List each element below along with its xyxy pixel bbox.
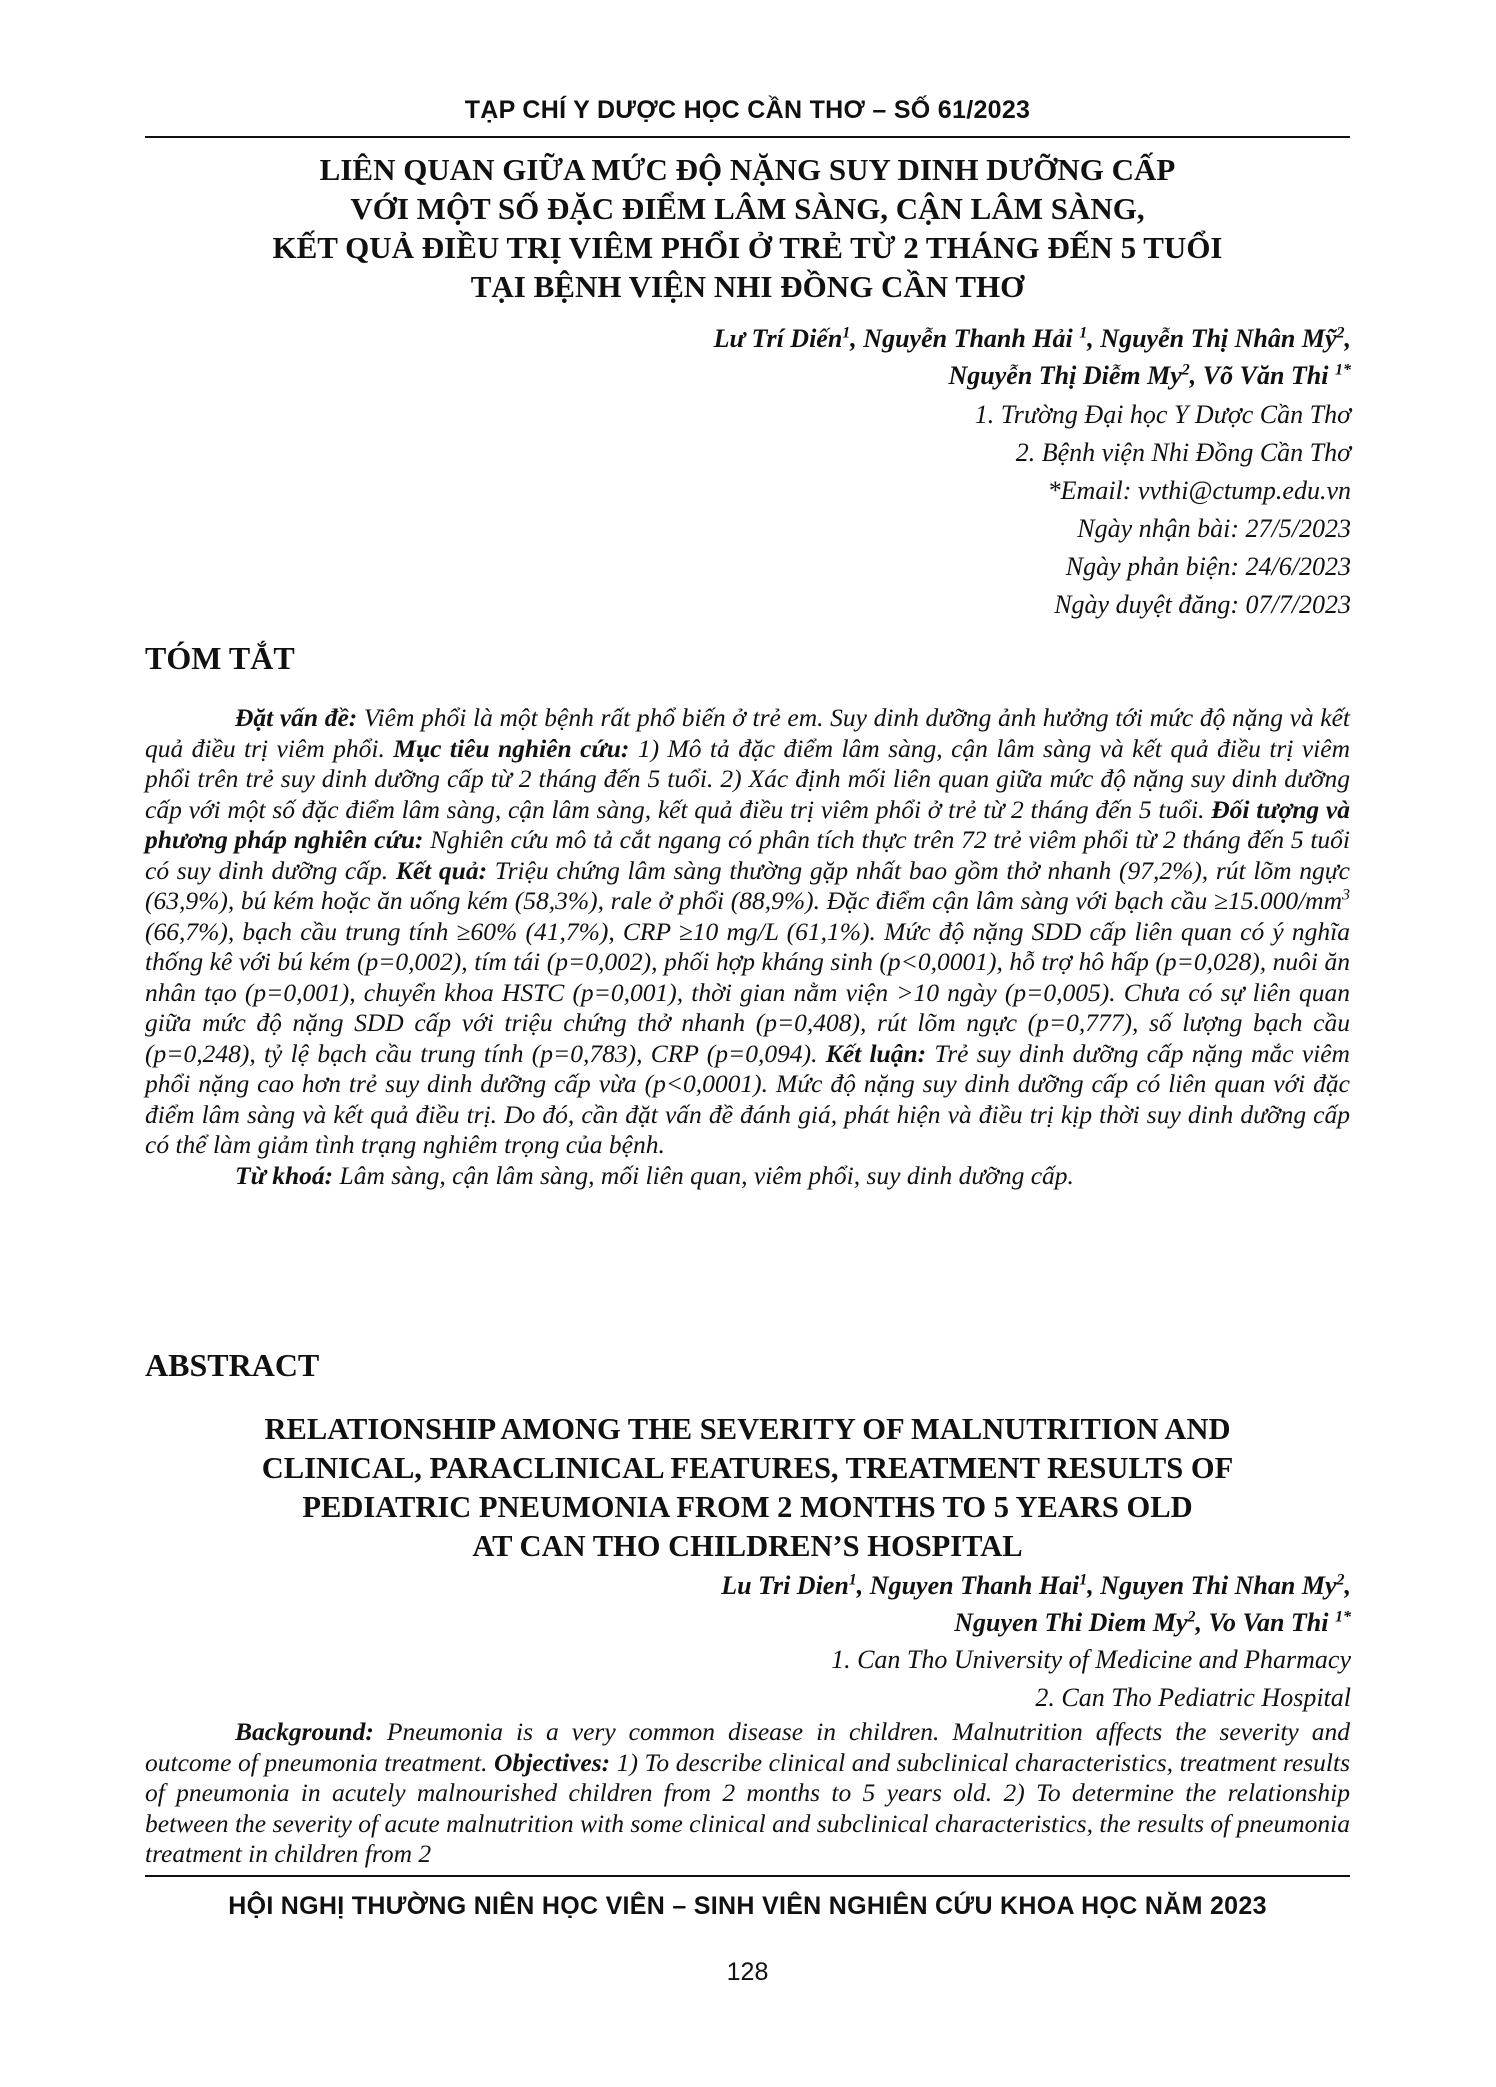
author-affil-sup: 1* xyxy=(1335,361,1351,379)
title-en-line: RELATIONSHIP AMONG THE SEVERITY OF MALNUTRITION AND xyxy=(264,1412,1231,1446)
email-line: *Email: vvthi@ctump.edu.vn xyxy=(1047,476,1351,505)
author-affil-sup: 2 xyxy=(1336,324,1345,342)
article-title-en xyxy=(145,1410,1350,1566)
text-background-vi: Viêm phổi là một bệnh rất phổ biến ở trẻ em. Suy dinh dưỡng ảnh hưởng tới mức độ nặng và kết quả điều trị viêm phổi. xyxy=(145,703,1350,763)
author-separator: , xyxy=(1087,1571,1101,1600)
author-name: Võ Văn Thi xyxy=(1202,361,1335,390)
title-en-line: AT CAN THO CHILDREN’S HOSPITAL xyxy=(472,1529,1023,1563)
label-background-en: Background: xyxy=(235,1717,374,1746)
author-separator: , xyxy=(1344,1571,1351,1600)
author-name: Nguyễn Thanh Hải xyxy=(863,324,1080,353)
keywords-vi xyxy=(145,1161,1350,1192)
received-date: Ngày nhận bài: 27/5/2023 xyxy=(1077,514,1351,543)
title-en-line: PEDIATRIC PNEUMONIA FROM 2 MONTHS TO 5 YEARS OLD xyxy=(302,1490,1193,1524)
journal-header: TẠP CHÍ Y DƯỢC HỌC CẦN THƠ – SỐ 61/2023 xyxy=(464,96,1031,124)
conference-footer: HỘI NGHỊ THƯỜNG NIÊN HỌC VIÊN – SINH VIÊN NGHIÊN CỨU KHOA HỌC NĂM 2023 xyxy=(228,1892,1267,1920)
affiliation-line: 2. Can Tho Pediatric Hospital xyxy=(1035,1683,1351,1712)
author-name: Nguyễn Thị Nhân Mỹ xyxy=(1100,324,1337,353)
author-name: Lư Trí Diến xyxy=(713,324,843,353)
author-affil-sup: 1 xyxy=(1079,1571,1088,1589)
authors-en xyxy=(451,1567,1351,1641)
section-heading-abstract: ABSTRACT xyxy=(145,1347,320,1383)
author-name: Nguyen Thi Nhan My xyxy=(1100,1571,1337,1600)
label-conclusion-vi: Kết luận: xyxy=(825,1038,927,1068)
abstract-en xyxy=(145,1717,1350,1870)
text-methods-vi: Nghiên cứu mô tả cắt ngang có phân tích thực trên 72 trẻ viêm phổi từ 2 tháng đến 5 tuổi có suy dinh dưỡng cấp. xyxy=(145,825,1350,885)
authors-vi-line-1 xyxy=(451,320,1351,357)
label-background-vi: Đặt vấn đề: xyxy=(235,703,358,732)
label-objectives-vi: Mục tiêu nghiên cứu: xyxy=(393,733,630,763)
title-vi-line: KẾT QUẢ ĐIỀU TRỊ VIÊM PHỔI Ở TRẺ TỪ 2 THÁNG ĐẾN 5 TUỔI xyxy=(272,230,1223,265)
author-separator: , xyxy=(1195,1608,1209,1637)
accepted-date: Ngày duyệt đăng: 07/7/2023 xyxy=(1054,590,1351,619)
text-background-en: Pneumonia is a very common disease in children. Malnutrition affects the severity and outcome of pneumonia treatment. xyxy=(145,1717,1350,1777)
title-vi-line: TẠI BỆNH VIỆN NHI ĐỒNG CẦN THƠ xyxy=(470,269,1025,304)
text-results-vi-1: Triệu chứng lâm sàng thường gặp nhất bao gồm thở nhanh (97,2%), rút lõm ngực (63,9%), bú kém hoặc ăn uống kém (58,3%), rale ở phổi (88,9%). Đặc điểm cận lâm sàng với bạch cầu ≥15.000/mm xyxy=(145,855,1350,915)
abstract-vi xyxy=(145,703,1350,1191)
text-results-vi-2: (66,7%), bạch cầu trung tính ≥60% (41,7%), CRP ≥10 mg/L (61,1%). Mức độ nặng SDD cấp liên quan có ý nghĩa thống kê với bú kém (p=0,002), tím tái (p=0,002), phối hợp kháng sinh (p<0,0001), hỗ trợ hô hấp (p=0,028), nuôi ăn nhân tạo (p=0,001), chuyển khoa HSTC (p=0,001), thời gian nằm viện >10 ngày (p=0,005). Chưa có sự liên quan giữa mức độ nặng SDD cấp với triệu chứng thở nhanh (p=0,408), rút lõm ngực (p=0,777), số lượng bạch cầu (p=0,248), tỷ lệ bạch cầu trung tính (p=0,783), CRP (p=0,094). xyxy=(145,916,1350,1068)
text-objectives-en: 1) To describe clinical and subclinical characteristics, treatment results of pneumonia in acutely malnourished children from 2 months to 5 years old. 2) To determine the relationship between the severity of acute malnutrition with some clinical and subclinical characteristics, the results of pneumonia treatment in children from 2 xyxy=(145,1747,1350,1868)
author-affil-sup: 2 xyxy=(1336,1571,1345,1589)
author-separator: , xyxy=(856,1571,870,1600)
author-separator: , xyxy=(850,324,864,353)
authors-en-line-1 xyxy=(451,1567,1351,1604)
abstract-en-paragraph xyxy=(145,1717,1350,1870)
affiliations-vi xyxy=(451,396,1351,624)
authors-vi xyxy=(451,320,1351,394)
author-separator: , xyxy=(1087,324,1101,353)
author-name: Vo Van Thi xyxy=(1208,1608,1335,1637)
author-separator: , xyxy=(1189,361,1203,390)
title-vi-line: VỚI MỘT SỐ ĐẶC ĐIỂM LÂM SÀNG, CẬN LÂM SÀNG, xyxy=(350,191,1145,226)
article-title-vi xyxy=(145,150,1350,306)
label-objectives-en: Objectives: xyxy=(494,1747,611,1777)
review-date: Ngày phản biện: 24/6/2023 xyxy=(1065,552,1351,581)
footer-rule xyxy=(145,1875,1350,1877)
authors-vi-line-2 xyxy=(451,357,1351,394)
author-affil-sup: 1* xyxy=(1335,1608,1351,1626)
author-affil-sup: 2 xyxy=(1187,1608,1196,1626)
authors-en-line-2 xyxy=(451,1604,1351,1641)
title-vi-line: LIÊN QUAN GIỮA MỨC ĐỘ NẶNG SUY DINH DƯỠNG CẤP xyxy=(319,152,1176,187)
abstract-vi-paragraph xyxy=(145,703,1350,1161)
affiliation-line: 2. Bệnh viện Nhi Đồng Cần Thơ xyxy=(1015,438,1351,467)
header-rule xyxy=(145,136,1350,138)
affiliations-en xyxy=(451,1641,1351,1717)
author-separator: , xyxy=(1344,324,1351,353)
page-number: 128 xyxy=(726,1958,769,1986)
title-en-line: CLINICAL, PARACLINICAL FEATURES, TREATMENT RESULTS OF xyxy=(261,1451,1234,1485)
label-methods-vi: Đối tượng và phương pháp nghiên cứu: xyxy=(145,794,1351,854)
unit-superscript: 3 xyxy=(1342,886,1350,904)
label-results-vi: Kết quả: xyxy=(395,855,488,885)
author-affil-sup: 1 xyxy=(842,324,851,342)
author-affil-sup: 2 xyxy=(1181,361,1190,379)
author-name: Nguyen Thanh Hai xyxy=(869,1571,1080,1600)
author-name: Lu Tri Dien xyxy=(721,1571,849,1600)
author-affil-sup: 1 xyxy=(1079,324,1088,342)
affiliation-line: 1. Trường Đại học Y Dược Cần Thơ xyxy=(974,400,1351,429)
text-keywords-vi: Lâm sàng, cận lâm sàng, mối liên quan, viêm phổi, suy dinh dưỡng cấp. xyxy=(333,1160,1074,1190)
author-name: Nguyễn Thị Diễm My xyxy=(948,361,1182,390)
affiliation-line: 1. Can Tho University of Medicine and Pharmacy xyxy=(831,1645,1351,1674)
text-objectives-vi: 1) Mô tả đặc điểm lâm sàng, cận lâm sàng và kết quả điều trị viêm phổi trên trẻ suy dinh dưỡng cấp từ 2 tháng đến 5 tuổi. 2) Xác định mối liên quan giữa mức độ nặng suy dinh dưỡng cấp với một số đặc điểm lâm sàng, cận lâm sàng, kết quả điều trị viêm phổi ở trẻ từ 2 tháng đến 5 tuổi. xyxy=(145,733,1351,824)
label-keywords-vi: Từ khoá: xyxy=(235,1160,334,1190)
author-name: Nguyen Thi Diem My xyxy=(954,1608,1188,1637)
text-conclusion-vi: Trẻ suy dinh dưỡng cấp nặng mắc viêm phổi nặng cao hơn trẻ suy dinh dưỡng cấp vừa (p<0,0001). Mức độ nặng suy dinh dưỡng cấp có liên quan với đặc điểm lâm sàng và kết quả điều trị. Do đó, cần đặt vấn đề đánh giá, phát hiện và điều trị kịp thời suy dinh dưỡng cấp có thể làm giảm tình trạng nghiêm trọng của bệnh. xyxy=(145,1038,1350,1159)
author-affil-sup: 1 xyxy=(848,1571,857,1589)
section-heading-tomtat: TÓM TẮT xyxy=(145,640,295,676)
